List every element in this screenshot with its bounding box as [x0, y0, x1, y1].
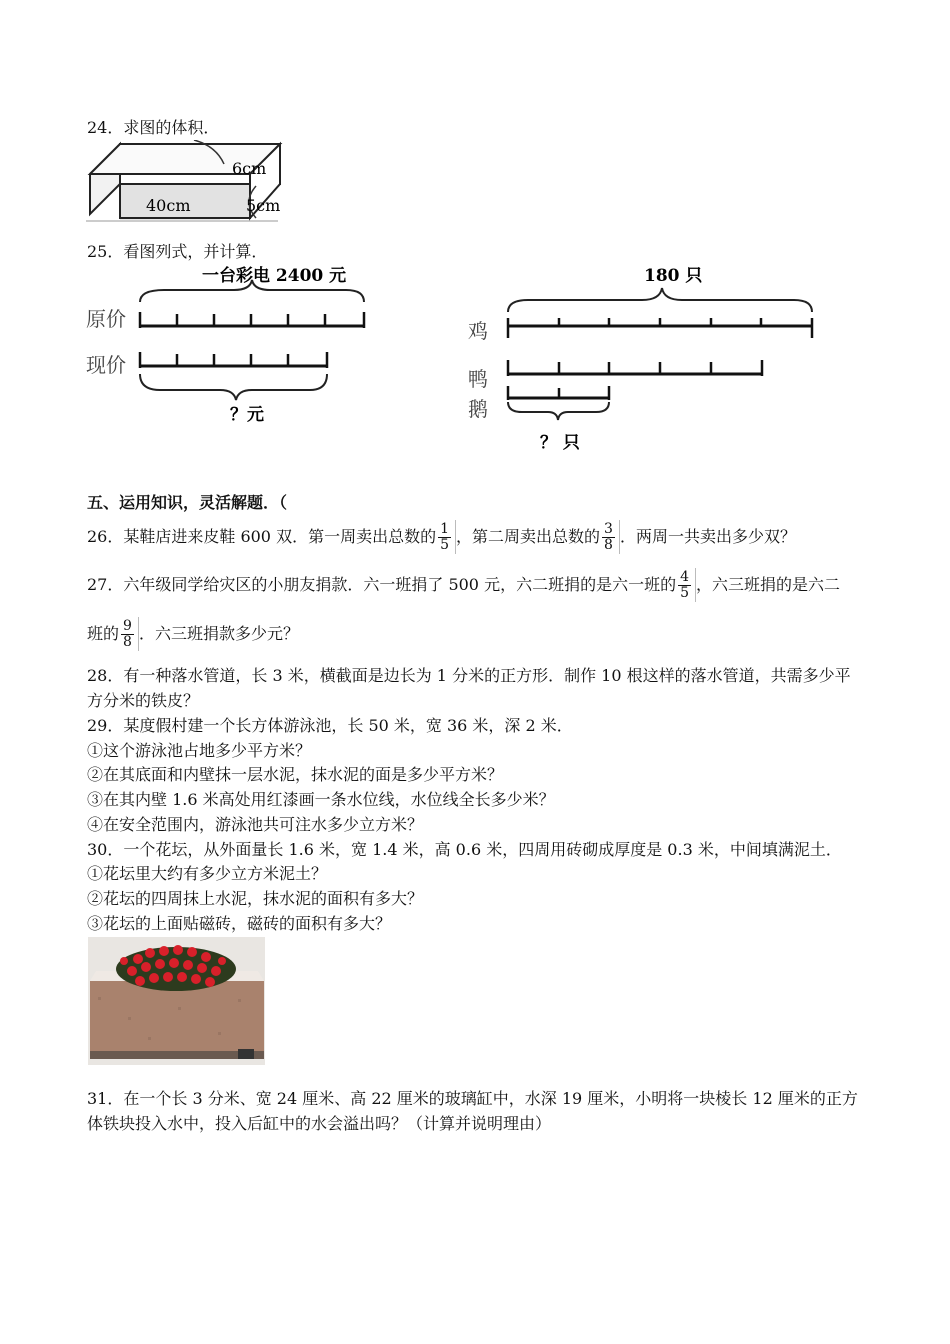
- q29-line1: 29．某度假村建一个长方体游泳池，长 50 米，宽 36 米，深 2 米．: [87, 716, 573, 735]
- q27-line2: [87, 617, 299, 651]
- q30-sub2: ②花坛的四周抹上水泥，抹水泥的面积有多大？: [87, 889, 424, 908]
- q27-fraction-1: $\frac{4}{5}$: [680, 569, 689, 601]
- q29-sub3: ③在其内壁 1.6 米高处用红漆画一条水位线，水位线全长多少米？: [87, 790, 555, 809]
- q24-cuboid-figure: [86, 140, 286, 224]
- q26-part1: 26．某鞋店进来皮鞋 600 双．第一周卖出总数的: [87, 527, 437, 546]
- left-row2-label: 现价: [86, 353, 126, 377]
- q27-part3: 班的: [87, 624, 120, 643]
- q25-left-diagram: [84, 262, 384, 432]
- q29-sub4: ④在安全范围内，游泳池共可注水多少立方米？: [87, 815, 424, 834]
- q24-depth-label: 6cm: [232, 159, 267, 178]
- q27-part1: 27．六年级同学给灾区的小朋友捐款．六一班捐了 500 元，六二班捐的是六一班的: [87, 575, 677, 594]
- q26-part3: ．两周一共卖出多少双？: [619, 527, 796, 546]
- q26: [87, 520, 796, 554]
- right-top-label: 180 只: [644, 266, 703, 286]
- q30-sub3: ③花坛的上面贴磁砖，磁砖的面积有多大？: [87, 914, 392, 933]
- q26-part2: ，第二周卖出总数的: [456, 527, 601, 546]
- q31-line1: 31．在一个长 3 分米、宽 24 厘米、高 22 厘米的玻璃缸中，水深 19 厘米，小明将一块棱长 12 厘米的正方: [87, 1089, 858, 1108]
- q28-line1: 28．有一种落水管道，长 3 米，横截面是边长为 1 分米的正方形．制作 10 根这样的落水管道，共需多少平: [87, 666, 851, 685]
- flower-bed-photo: [88, 937, 265, 1065]
- q27-fraction-2: $\frac{9}{8}$: [123, 618, 132, 650]
- section5-title: 五、运用知识，灵活解题．（: [87, 493, 288, 512]
- q25-right-diagram: [464, 262, 834, 457]
- left-row1-label: 原价: [86, 307, 126, 331]
- left-top-label: 一台彩电 2400 元: [202, 266, 347, 286]
- q31-line2: 体铁块投入水中，投入后缸中的水会溢出吗？（计算并说明理由）: [87, 1114, 552, 1133]
- q29-sub1: ①这个游泳池占地多少平方米？: [87, 741, 312, 760]
- right-bottom-label: ？ 只: [540, 433, 580, 453]
- q26-fraction-1: $\frac{1}{5}$: [440, 521, 449, 553]
- right-row3-label: 鹅: [468, 397, 488, 421]
- q25-text: 25．看图列式，并计算．: [87, 242, 268, 261]
- q30-sub1: ①花坛里大约有多少立方米泥土？: [87, 864, 328, 883]
- q27-line1: [87, 568, 840, 602]
- q27-part2: ，六三班捐的是六二: [696, 575, 841, 594]
- q24-height-label: 5cm: [246, 196, 281, 215]
- right-row2-label: 鸭: [468, 367, 488, 391]
- q30-line1: 30．一个花坛，从外面量长 1.6 米，宽 1.4 米，高 0.6 米，四周用砖砌成厚度是 0.3 米，中间填满泥土．: [87, 840, 842, 859]
- q24-length-label: 40cm: [146, 196, 191, 215]
- q29-sub2: ②在其底面和内壁抹一层水泥，抹水泥的面是多少平方米？: [87, 765, 504, 784]
- q26-fraction-2: $\frac{3}{8}$: [604, 521, 613, 553]
- left-bottom-label: ？元: [230, 405, 264, 425]
- q27-part4: ．六三班捐款多少元？: [138, 624, 299, 643]
- q28-line2: 方分米的铁皮？: [87, 691, 200, 710]
- right-row1-label: 鸡: [468, 319, 488, 343]
- q24-text: 24．求图的体积．: [87, 118, 220, 137]
